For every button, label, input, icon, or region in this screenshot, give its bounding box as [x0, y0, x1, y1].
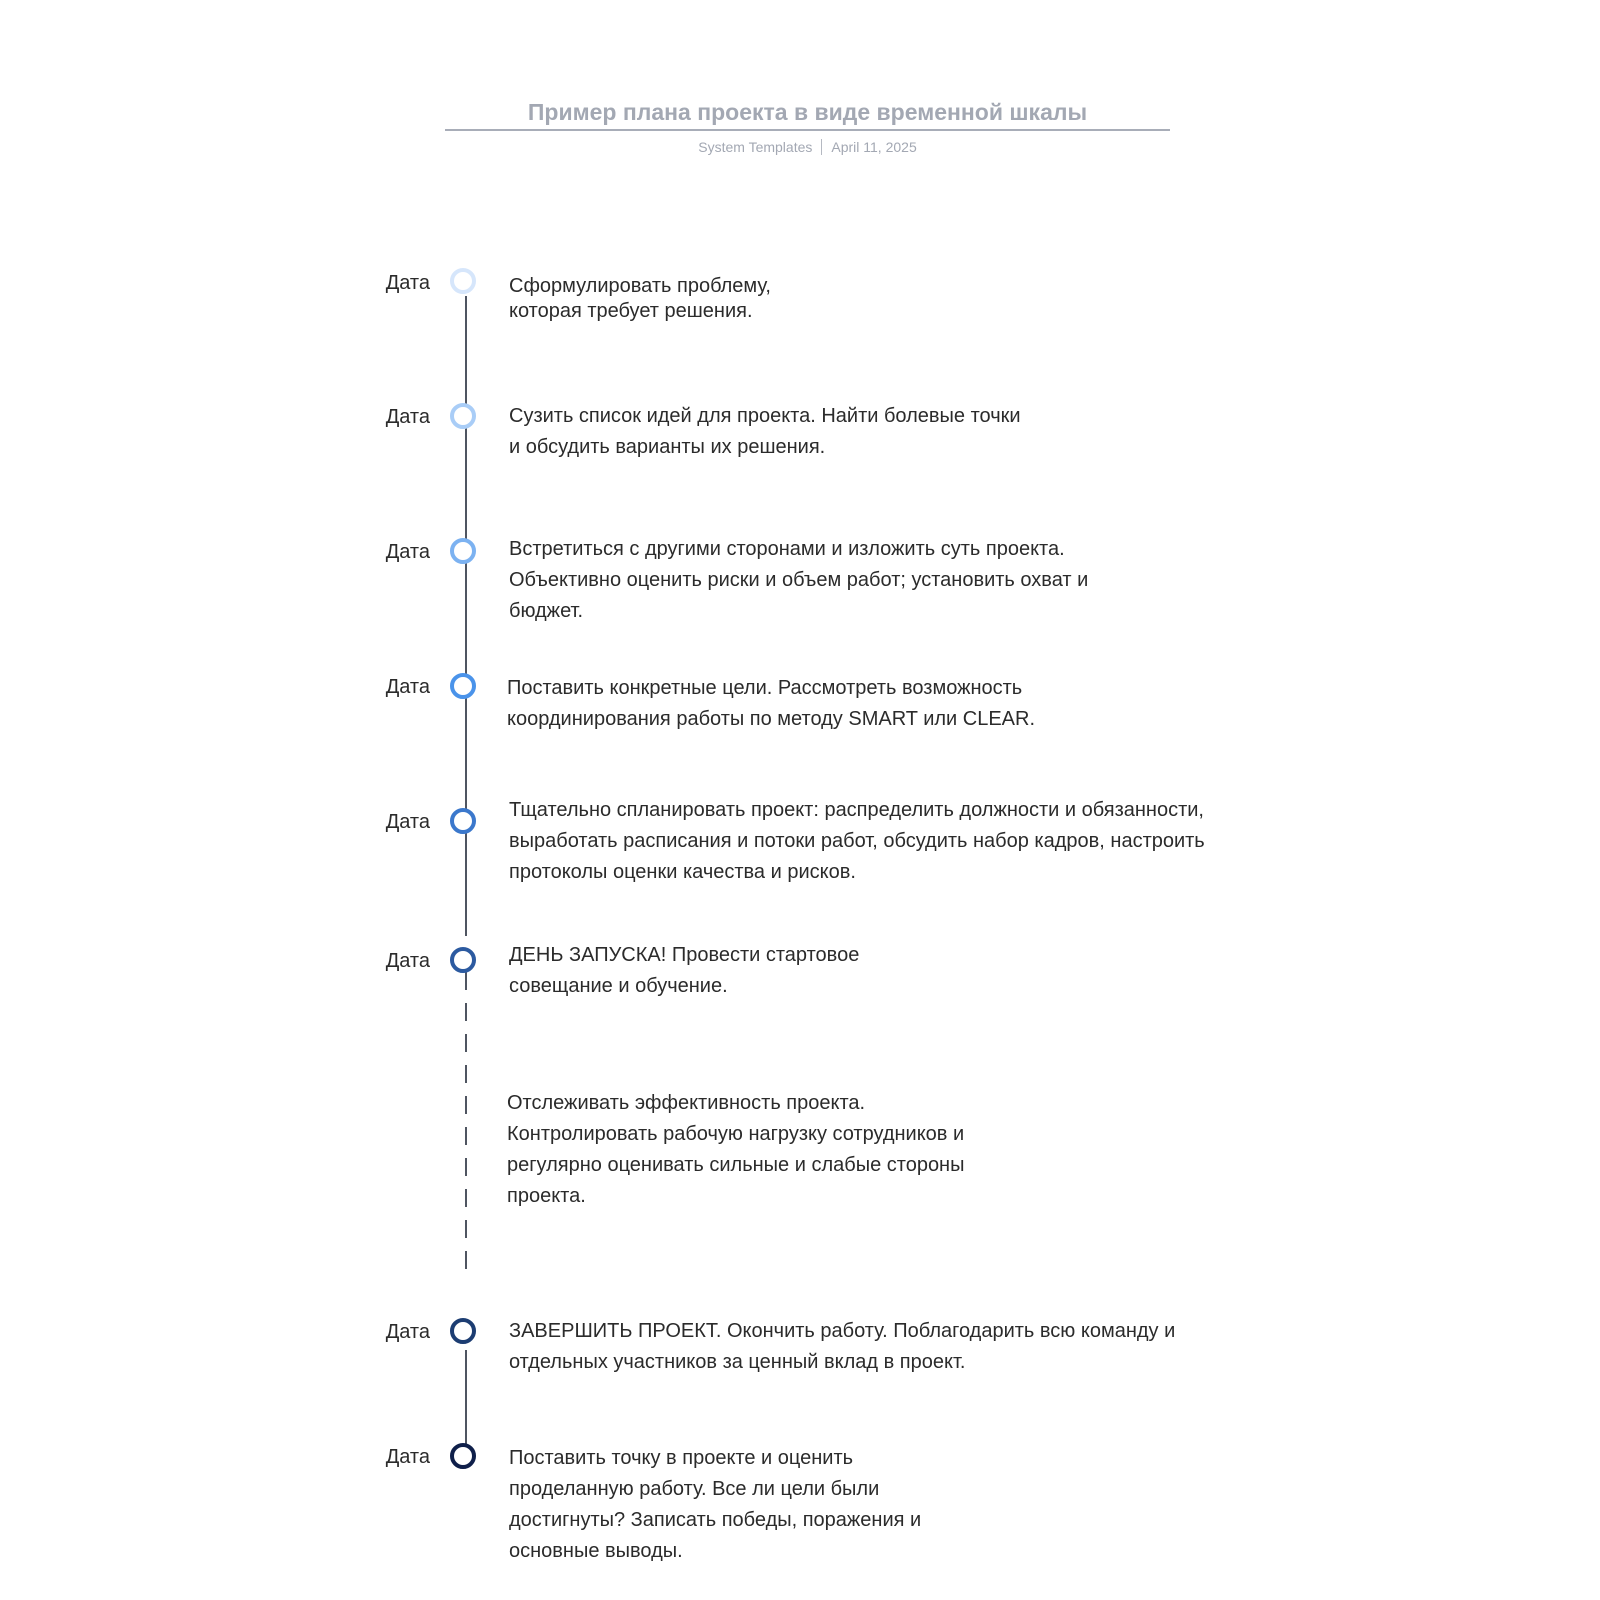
timeline-node — [450, 403, 476, 429]
step-line: регулярно оценивать сильные и слабые стороны — [507, 1154, 965, 1176]
step-line: проделанную работу. Все ли цели были — [509, 1478, 880, 1500]
step-line: Тщательно спланировать проект: распределить должности и обязанности, — [509, 799, 1204, 821]
step-line: Отслеживать эффективность проекта. — [507, 1092, 866, 1114]
timeline-line — [465, 1350, 467, 1452]
timeline-node — [450, 1318, 476, 1344]
step-line: проекта. — [507, 1185, 586, 1207]
date-label: Дата — [385, 1321, 430, 1343]
timeline-node — [450, 808, 476, 834]
date-label: Дата — [385, 406, 430, 428]
step-line: которая требует решения. — [509, 300, 753, 322]
step-line: Поставить конкретные цели. Рассмотреть возможность — [507, 677, 1023, 699]
step-line: бюджет. — [509, 600, 584, 622]
step-text — [509, 401, 1021, 463]
timeline-node — [450, 1443, 476, 1469]
step-text — [509, 1443, 921, 1567]
timeline-line — [465, 296, 467, 936]
step-text — [509, 271, 771, 327]
step-line: ДЕНЬ ЗАПУСКА! Провести стартовое — [509, 944, 860, 966]
timeline-line-dashed — [465, 972, 467, 1278]
step-line: координирования работы по методу SMART или CLEAR. — [507, 708, 1036, 730]
timeline-node — [450, 673, 476, 699]
step-text — [507, 1088, 964, 1212]
step-line: ЗАВЕРШИТЬ ПРОЕКТ. Окончить работу. Поблагодарить всю команду и — [509, 1320, 1176, 1342]
timeline-node — [450, 538, 476, 564]
step-line: выработать расписания и потоки работ, обсудить набор кадров, настроить — [509, 830, 1205, 852]
step-line: Контролировать рабочую нагрузку сотрудников и — [507, 1123, 965, 1145]
step-line: Встретиться с другими сторонами и изложить суть проекта. — [509, 538, 1065, 560]
step-line: Сузить список идей для проекта. Найти болевые точки — [509, 405, 1021, 427]
date-label: April 11, 2025 — [831, 139, 917, 155]
timeline-node — [450, 268, 476, 294]
step-line: Объективно оценить риски и объем работ; установить охват и — [509, 569, 1089, 591]
date-label: Дата — [385, 811, 430, 833]
step-text — [509, 534, 1088, 627]
step-line: Сформулировать проблему, — [509, 275, 771, 297]
timeline-node — [450, 947, 476, 973]
step-line: совещание и обучение. — [509, 975, 728, 997]
date-label: Дата — [385, 950, 430, 972]
step-line: отдельных участников за ценный вклад в проект. — [509, 1351, 966, 1373]
date-label: Дата — [385, 541, 430, 563]
step-text — [509, 1316, 1175, 1378]
page-title: Пример плана проекта в виде временной шкалы — [527, 99, 1088, 125]
step-text — [509, 795, 1205, 888]
step-line: основные выводы. — [509, 1540, 683, 1562]
step-line: протоколы оценки качества и рисков. — [509, 861, 856, 883]
date-label: Дата — [385, 1446, 430, 1468]
step-line: и обсудить варианты их решения. — [509, 436, 826, 458]
step-text — [507, 673, 1035, 735]
step-line: Поставить точку в проекте и оценить — [509, 1447, 854, 1469]
step-text — [509, 940, 859, 1002]
date-label: Дата — [385, 272, 430, 294]
date-label: Дата — [385, 676, 430, 698]
step-line: достигнуты? Записать победы, поражения и — [509, 1509, 922, 1531]
source-label: System Templates — [698, 139, 813, 155]
